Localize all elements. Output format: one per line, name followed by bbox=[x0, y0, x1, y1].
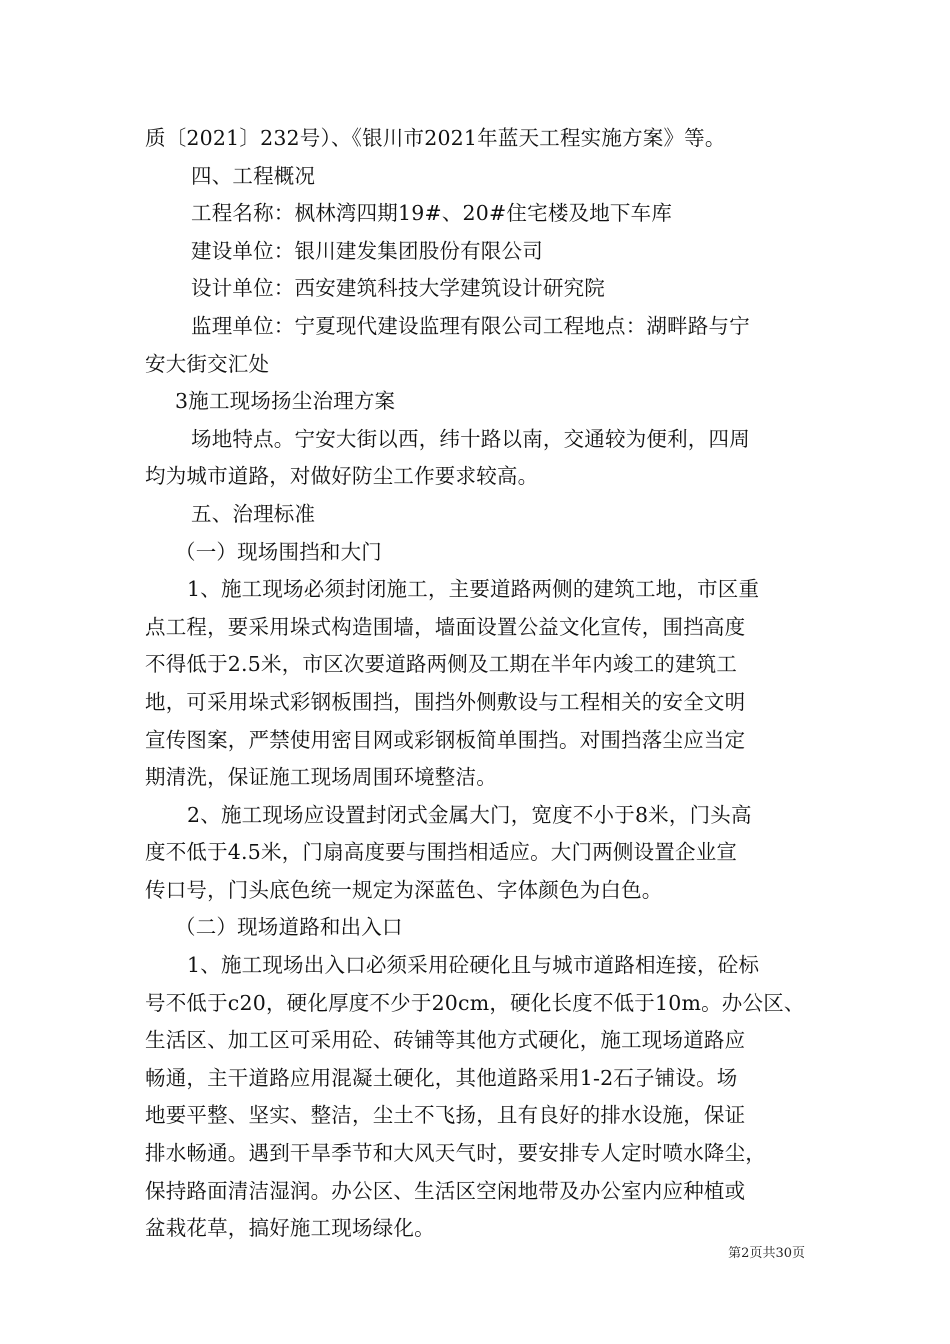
enclosure-paragraph-line-6: 期清洗，保证施工现场周围环境整洁。 bbox=[145, 765, 497, 790]
page-number: 第2页共30页 bbox=[728, 1246, 805, 1261]
section-heading-project-overview: 四、工程概况 bbox=[191, 163, 316, 188]
enclosure-paragraph-line-5: 宣传图案，严禁使用密目网或彩钢板简单围挡。对围挡落尘应当定 bbox=[145, 727, 746, 752]
section-heading-dust-plan: 3施工现场扬尘治理方案 bbox=[175, 389, 396, 414]
text-line-regulation-reference: 质〔2021〕232号）、《银川市2021年蓝天工程实施方案》等。 bbox=[145, 126, 726, 150]
roads-paragraph-line-2: 号不低于c20，硬化厚度不少于20cm，硬化长度不低于10m。办公区、 bbox=[145, 990, 805, 1015]
roads-paragraph-line-4: 畅通，主干道路应用混凝土硬化，其他道路采用1-2石子铺设。场 bbox=[145, 1065, 738, 1090]
section-heading-standards: 五、治理标准 bbox=[191, 501, 316, 526]
gate-paragraph-line-2: 度不低于4.5米，门扇高度要与围挡相适应。大门两侧设置企业宣 bbox=[145, 840, 738, 865]
enclosure-paragraph-line-4: 地，可采用垛式彩钢板围挡，围挡外侧敷设与工程相关的安全文明 bbox=[145, 689, 746, 714]
roads-paragraph-line-5: 地要平整、坚实、整洁，尘土不飞扬，且有良好的排水设施，保证 bbox=[145, 1103, 746, 1128]
roads-paragraph-line-3: 生活区、加工区可采用砼、砖铺等其他方式硬化，施工现场道路应 bbox=[145, 1028, 746, 1053]
site-features-line-2: 均为城市道路，对做好防尘工作要求较高。 bbox=[145, 464, 539, 489]
subsection-heading-enclosure-gate: （一）现场围挡和大门 bbox=[175, 539, 382, 564]
enclosure-paragraph-line-2: 点工程，要采用垛式构造围墙，墙面设置公益文化宣传，围挡高度 bbox=[145, 614, 746, 639]
construction-unit-line: 建设单位：银川建发集团股份有限公司 bbox=[191, 238, 543, 263]
subsection-heading-roads-entrances: （二）现场道路和出入口 bbox=[175, 915, 403, 940]
gate-paragraph-line-3: 传口号，门头底色统一规定为深蓝色、字体颜色为白色。 bbox=[145, 877, 663, 902]
roads-paragraph-line-7: 保持路面清洁湿润。办公区、生活区空闲地带及办公室内应种植或 bbox=[145, 1178, 746, 1203]
gate-paragraph-line-1: 2、施工现场应设置封闭式金属大门，宽度不小于8米，门头高 bbox=[187, 802, 752, 827]
project-location-line: 安大街交汇处 bbox=[145, 351, 270, 376]
enclosure-paragraph-line-1: 1、施工现场必须封闭施工，主要道路两侧的建筑工地，市区重 bbox=[187, 577, 760, 602]
roads-paragraph-line-8: 盆栽花草，搞好施工现场绿化。 bbox=[145, 1216, 435, 1241]
site-features-line-1: 场地特点。宁安大街以西，纬十路以南，交通较为便利，四周 bbox=[191, 426, 750, 451]
document-body bbox=[145, 120, 810, 1248]
supervision-unit-line: 监理单位：宁夏现代建设监理有限公司工程地点：湖畔路与宁 bbox=[191, 313, 750, 338]
roads-paragraph-line-1: 1、施工现场出入口必须采用砼硬化且与城市道路相连接，砼标 bbox=[187, 953, 760, 978]
design-unit-line: 设计单位：西安建筑科技大学建筑设计研究院 bbox=[191, 276, 605, 301]
roads-paragraph-line-6: 排水畅通。遇到干旱季节和大风天气时，要安排专人定时喷水降尘， bbox=[145, 1141, 766, 1166]
project-name-line: 工程名称：枫林湾四期19#、20#住宅楼及地下车库 bbox=[191, 201, 673, 226]
enclosure-paragraph-line-3: 不得低于2.5米，市区次要道路两侧及工期在半年内竣工的建筑工 bbox=[145, 652, 738, 677]
